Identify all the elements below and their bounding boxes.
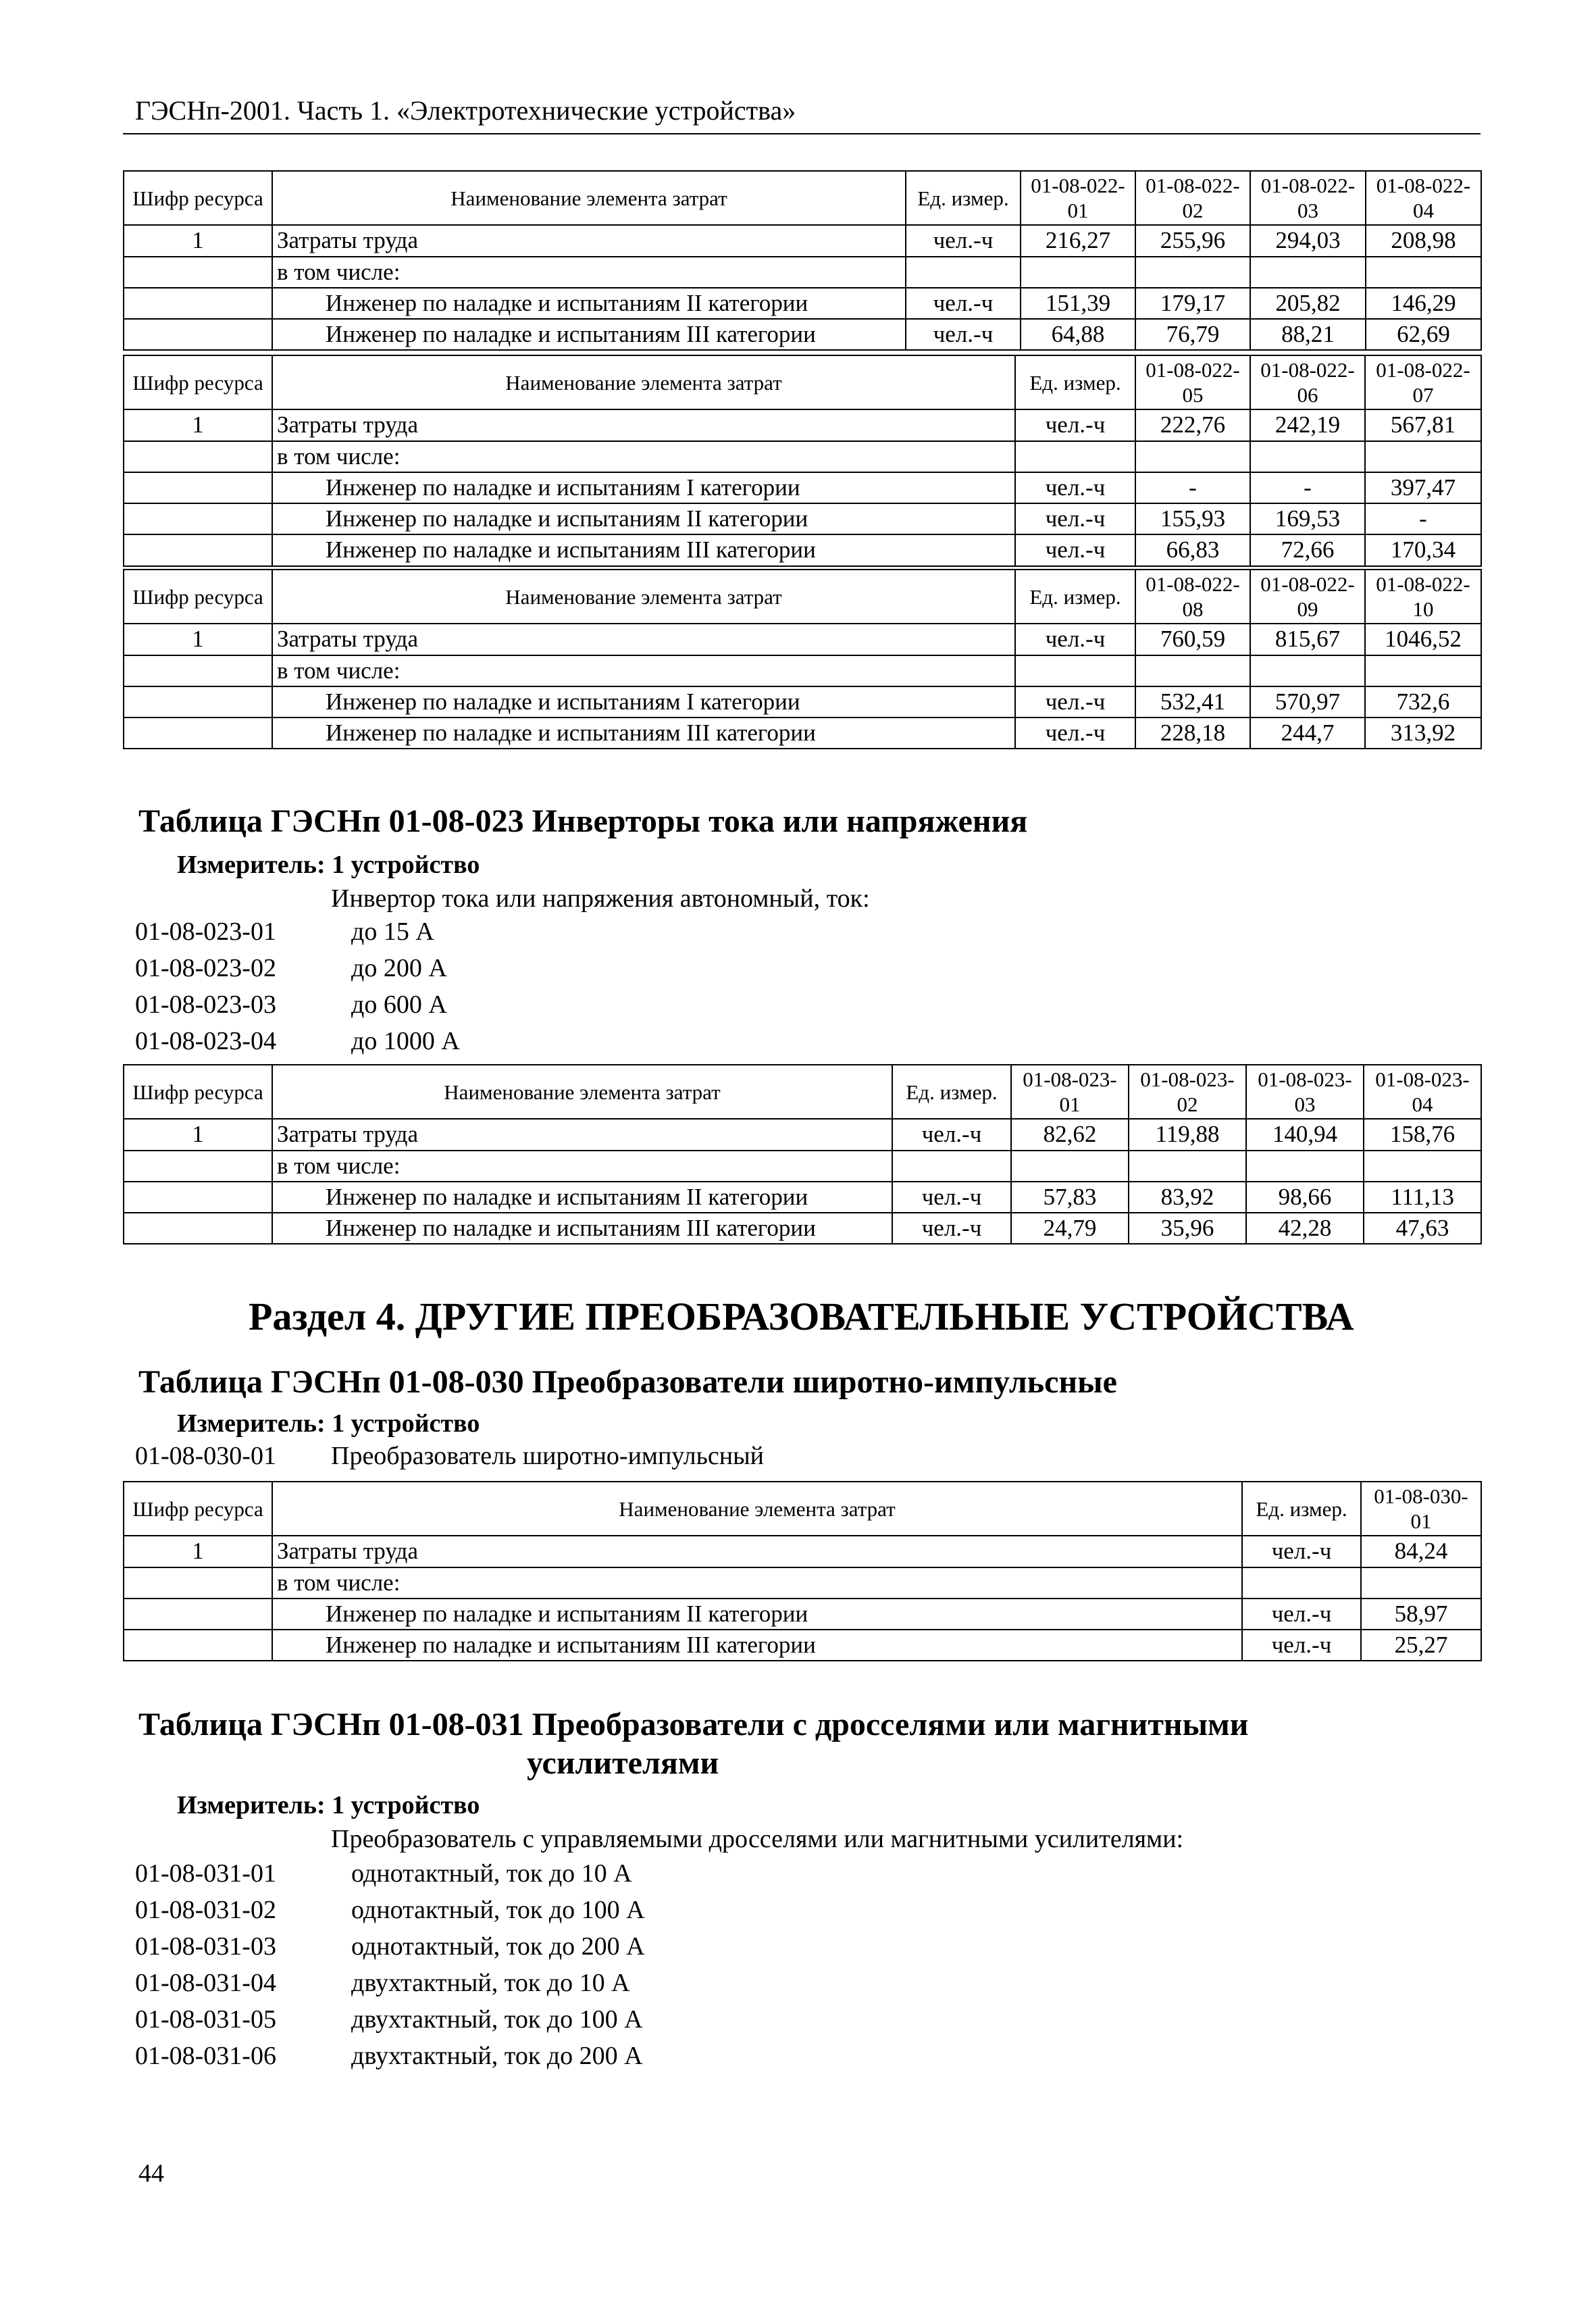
table-row: Инженер по наладке и испытаниям II категории чел.-ч 151,39 179,17 205,82 146,29 [124,288,1481,319]
col-header: 01-08-022-09 [1250,570,1365,624]
table-row: 1 Затраты труда чел.-ч 84,24 [124,1536,1481,1567]
col-code-header: Шифр ресурса [124,570,272,624]
col-header: 01-08-022-04 [1366,171,1481,225]
table-row: в том числе: [124,441,1481,472]
table-031-meter: Измеритель: 1 устройство [177,1791,480,1819]
table-022-c [123,569,1482,749]
table-row: в том числе: [124,257,1481,288]
col-unit-header: Ед. измер. [892,1065,1011,1119]
col-header: 01-08-030-01 [1361,1482,1481,1536]
list-item: 01-08-023-02 до 200 А [135,954,447,982]
table-022-b [123,355,1482,567]
table-row: Инженер по наладке и испытаниям III категории чел.-ч 64,88 76,79 88,21 62,69 [124,319,1481,350]
table-row: 1 Затраты труда чел.-ч 222,76 242,19 567,81 [124,409,1481,441]
table-023-title: Таблица ГЭСНп 01-08-023 Инверторы тока или напряжения [138,803,1028,839]
col-name-header: Наименование элемента затрат [272,1482,1242,1536]
table-row: Инженер по наладке и испытаниям I категории чел.-ч 532,41 570,97 732,6 [124,686,1481,718]
table-row: 1 Затраты труда чел.-ч 216,27 255,96 294,03 208,98 [124,225,1481,256]
col-header: 01-08-022-07 [1365,355,1481,409]
col-header: 01-08-022-08 [1135,570,1250,624]
table-row: в том числе: [124,1151,1481,1182]
list-item: 01-08-023-01 до 15 А [135,917,434,946]
table-023 [123,1064,1482,1244]
col-header: 01-08-022-05 [1135,355,1250,409]
list-item: 01-08-023-03 до 600 А [135,990,447,1019]
col-header: 01-08-023-04 [1364,1065,1481,1119]
list-item: 01-08-031-03 однотактный, ток до 200 А [135,1932,645,1961]
table-row: в том числе: [124,655,1481,686]
col-header: 01-08-023-02 [1129,1065,1246,1119]
section-4-title: Раздел 4. ДРУГИЕ ПРЕОБРАЗОВАТЕЛЬНЫЕ УСТРОЙСТВА [249,1294,1354,1338]
list-item: 01-08-031-05 двухтактный, ток до 100 А [135,2005,643,2034]
col-header: 01-08-022-01 [1021,171,1135,225]
table-row: 1 Затраты труда чел.-ч 82,62 119,88 140,94 158,76 [124,1119,1481,1150]
col-name-header: Наименование элемента затрат [272,570,1015,624]
table-022-a [123,170,1482,351]
table-030 [123,1481,1482,1661]
table-030-meter: Измеритель: 1 устройство [177,1409,480,1438]
col-unit-header: Ед. измер. [1015,570,1135,624]
col-unit-header: Ед. измер. [906,171,1021,225]
col-header: 01-08-022-06 [1250,355,1365,409]
table-023-meter: Измеритель: 1 устройство [177,851,480,879]
table-031-title-line1: Таблица ГЭСНп 01-08-031 Преобразователи с дросселями или магнитными [138,1707,1249,1742]
table-023-variants [135,913,460,1059]
list-item: 01-08-031-01 однотактный, ток до 10 А [135,1859,632,1888]
table-030-title: Таблица ГЭСНп 01-08-030 Преобразователи широтно-импульсные [138,1364,1117,1400]
col-header: 01-08-022-02 [1135,171,1250,225]
col-code-header: Шифр ресурса [124,355,272,409]
table-031-variants [135,1855,645,2074]
col-unit-header: Ед. измер. [1242,1482,1361,1536]
col-name-header: Наименование элемента затрат [272,171,906,225]
header-rule [123,133,1481,134]
table-031-intro: Преобразователь с управляемыми дросселями или магнитными усилителями: [331,1825,1184,1853]
table-row: Инженер по наладке и испытаниям II категории чел.-ч 58,97 [124,1599,1481,1630]
table-031-title-line2: усилителями [527,1745,719,1781]
table-row: Инженер по наладке и испытаниям II категории чел.-ч 155,93 169,53 - [124,503,1481,534]
table-row: 1 Затраты труда чел.-ч 760,59 815,67 1046,52 [124,624,1481,655]
list-item: 01-08-023-04 до 1000 А [135,1027,460,1055]
col-header: 01-08-023-03 [1246,1065,1364,1119]
list-item: 01-08-031-04 двухтактный, ток до 10 А [135,1969,630,1997]
table-row: Инженер по наладке и испытаниям III категории чел.-ч 24,79 35,96 42,28 47,63 [124,1213,1481,1244]
col-unit-header: Ед. измер. [1015,355,1135,409]
table-030-variant: 01-08-030-01 Преобразователь широтно-импульсный [135,1442,764,1470]
col-name-header: Наименование элемента затрат [272,355,1015,409]
page-number: 44 [138,2159,164,2188]
col-code-header: Шифр ресурса [124,171,272,225]
table-row: в том числе: [124,1567,1481,1599]
table-row: Инженер по наладке и испытаниям II категории чел.-ч 57,83 83,92 98,66 111,13 [124,1182,1481,1213]
table-row: Инженер по наладке и испытаниям III категории чел.-ч 25,27 [124,1630,1481,1661]
table-row: Инженер по наладке и испытаниям III категории чел.-ч 66,83 72,66 170,34 [124,534,1481,565]
list-item: 01-08-031-02 однотактный, ток до 100 А [135,1896,645,1924]
running-header: ГЭСНп-2001. Часть 1. «Электротехнические устройства» [135,95,796,126]
col-name-header: Наименование элемента затрат [272,1065,892,1119]
col-header: 01-08-023-01 [1011,1065,1129,1119]
table-row: Инженер по наладке и испытаниям I категории чел.-ч - - 397,47 [124,472,1481,503]
list-item: 01-08-031-06 двухтактный, ток до 200 А [135,2042,643,2070]
col-header: 01-08-022-03 [1250,171,1366,225]
table-023-intro: Инвертор тока или напряжения автономный, ток: [331,884,870,913]
col-code-header: Шифр ресурса [124,1065,272,1119]
col-header: 01-08-022-10 [1365,570,1481,624]
table-row: Инженер по наладке и испытаниям III категории чел.-ч 228,18 244,7 313,92 [124,718,1481,749]
col-code-header: Шифр ресурса [124,1482,272,1536]
